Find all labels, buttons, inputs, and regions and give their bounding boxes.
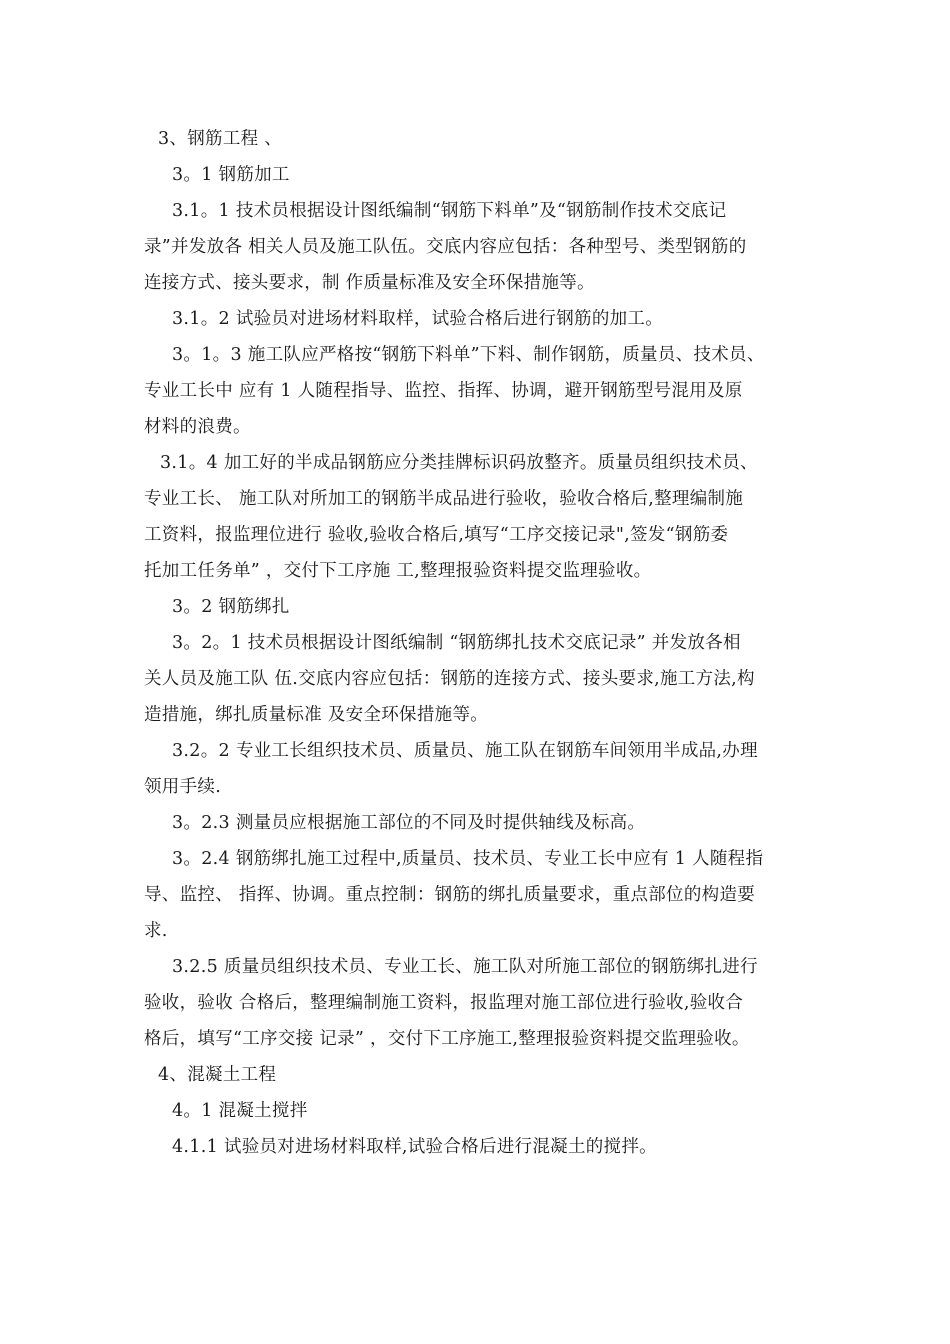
paragraph-line: 3。2。1 技术员根据设计图纸编制 “钢筋绑扎技术交底记录” 并发放各相 xyxy=(172,633,741,653)
paragraph-line: 3。2.3 测量员应根据施工部位的不同及时提供轴线及标高。 xyxy=(172,813,646,833)
paragraph-line: 托加工任务单” ，交付下工序施 工,整理报验资料提交监理验收。 xyxy=(144,561,652,581)
paragraph-line: 3.1。4 加工好的半成品钢筋应分类挂牌标识码放整齐。质量员组织技术员、 xyxy=(160,453,758,473)
paragraph-line: 3。2.4 钢筋绑扎施工过程中,质量员、技术员、专业工长中应有 1 人随程指 xyxy=(172,849,764,869)
paragraph-line: 验收，验收 合格后，整理编制施工资料，报监理对施工部位进行验收,验收合 xyxy=(144,993,744,1013)
heading-section-4-1: 4。1 混凝土搅拌 xyxy=(172,1101,308,1121)
paragraph-line: 工资料，报监理位进行 验收,验收合格后,填写“工序交接记录",签发“钢筋委 xyxy=(144,525,729,545)
heading-section-4: 4、混凝土工程 xyxy=(158,1065,277,1085)
paragraph-line: 格后，填写“工序交接 记录” ，交付下工序施工,整理报验资料提交监理验收。 xyxy=(144,1029,750,1049)
paragraph-line: 领用手续. xyxy=(144,777,222,797)
paragraph-line: 求. xyxy=(144,921,168,941)
paragraph-line: 3。1。3 施工队应严格按“钢筋下料单”下料、制作钢筋，质量员、技术员、 xyxy=(172,345,765,365)
paragraph-line: 3.1。1 技术员根据设计图纸编制“钢筋下料单”及“钢筋制作技术交底记 xyxy=(172,201,727,221)
paragraph-line: 专业工长中 应有 1 人随程指导、监控、指挥、协调，避开钢筋型号混用及原 xyxy=(144,381,743,401)
paragraph-line: 关人员及施工队 伍.交底内容应包括：钢筋的连接方式、接头要求,施工方法,构 xyxy=(144,669,755,689)
paragraph-line: 专业工长、 施工队对所加工的钢筋半成品进行验收，验收合格后,整理编制施 xyxy=(144,489,744,509)
paragraph-line: 3.2.5 质量员组织技术员、专业工长、施工队对所施工部位的钢筋绑扎进行 xyxy=(172,957,758,977)
document-body xyxy=(144,121,808,1165)
paragraph-line: 3.1。2 试验员对进场材料取样，试验合格后进行钢筋的加工。 xyxy=(172,309,664,329)
paragraph-line: 导、监控、 指挥、协调。重点控制：钢筋的绑扎质量要求，重点部位的构造要 xyxy=(144,885,756,905)
paragraph-line: 材料的浪费。 xyxy=(144,417,251,437)
paragraph-line: 4.1.1 试验员对进场材料取样,试验合格后进行混凝土的搅拌。 xyxy=(172,1137,657,1157)
paragraph-line: 连接方式、接头要求，制 作质量标准及安全环保措施等。 xyxy=(144,273,595,293)
paragraph-line: 造措施，绑扎质量标准 及安全环保措施等。 xyxy=(144,705,489,725)
heading-section-3-1: 3。1 钢筋加工 xyxy=(172,165,290,185)
paragraph-line: 录”并发放各 相关人员及施工队伍。交底内容应包括：各种型号、类型钢筋的 xyxy=(144,237,747,257)
heading-section-3-2: 3。2 钢筋绑扎 xyxy=(172,597,290,617)
paragraph-line: 3.2。2 专业工长组织技术员、质量员、施工队在钢筋车间领用半成品,办理 xyxy=(172,741,758,761)
heading-section-3: 3、钢筋工程 、 xyxy=(158,129,283,149)
